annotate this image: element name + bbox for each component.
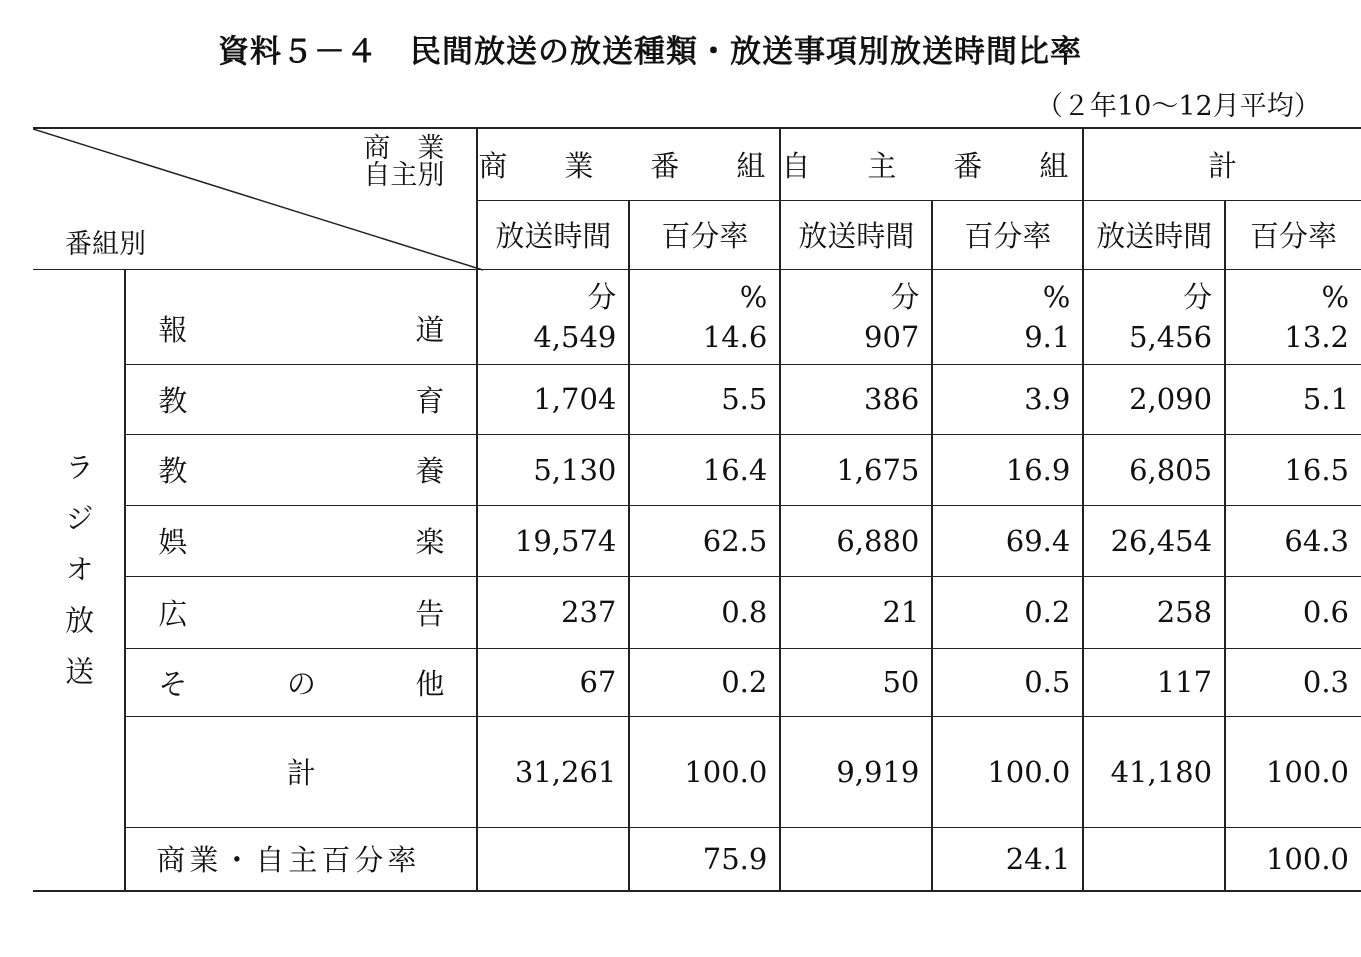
cell-value: 67: [477, 648, 629, 716]
cell-value: 50: [780, 648, 932, 716]
row-label-right: 道: [415, 313, 445, 347]
subheader-percent: 百分率: [629, 200, 780, 269]
cell: [629, 269, 780, 364]
cell-value: 9.1: [1024, 319, 1071, 354]
cell-value: 3.9: [932, 364, 1083, 434]
cell-value: 26,454: [1083, 505, 1225, 576]
corner-bottom-label: 番組別: [65, 228, 146, 260]
cell-value: 5.1: [1225, 364, 1361, 434]
cell: [477, 269, 629, 364]
subheader-percent: 百分率: [1225, 200, 1361, 269]
ratio-label: 商業・自主百分率: [125, 827, 477, 891]
total-value: 41,180: [1083, 716, 1225, 827]
cell-value: 0.2: [629, 648, 780, 716]
row-label-right: 他: [415, 666, 445, 701]
corner-top-line2: 自主別: [363, 160, 445, 191]
row-label-right: 楽: [415, 525, 445, 559]
ratio-value: 75.9: [629, 827, 780, 891]
row-label-left: 広: [158, 596, 188, 631]
cell-value: 69.4: [932, 505, 1083, 576]
unit-label: 分: [587, 279, 617, 314]
cell-value: 19,574: [477, 505, 629, 576]
side-label-radio: ラジオ放送: [33, 269, 125, 891]
row-label-left: 教: [158, 383, 188, 418]
cell-value: 1,675: [780, 434, 932, 505]
cell-value: 1,704: [477, 364, 629, 434]
row-label: [125, 434, 477, 505]
row-label: [125, 364, 477, 434]
row-label-mid: の: [286, 666, 316, 701]
cell-value: 907: [864, 319, 920, 354]
cell: [780, 269, 932, 364]
cell-value: 117: [1083, 648, 1225, 716]
ratio-value: [1083, 827, 1225, 891]
cell-value: 62.5: [629, 505, 780, 576]
cell-value: 0.3: [1225, 648, 1361, 716]
total-value: 100.0: [1225, 716, 1361, 827]
cell-value: 6,805: [1083, 434, 1225, 505]
cell: [1225, 269, 1361, 364]
row-label: [125, 269, 477, 364]
subheader-time: 放送時間: [477, 200, 629, 269]
cell-value: 237: [477, 576, 629, 648]
cell-value: 0.6: [1225, 576, 1361, 648]
cell-value: 16.4: [629, 434, 780, 505]
row-label-left: 娯: [158, 525, 188, 559]
row-label-right: 養: [415, 454, 445, 488]
unit-label: 分: [890, 279, 920, 314]
cell-value: 21: [780, 576, 932, 648]
row-label: [125, 576, 477, 648]
cell-value: 5,130: [477, 434, 629, 505]
cell-value: 6,880: [780, 505, 932, 576]
unit-label: 分: [1183, 279, 1213, 314]
cell-value: 0.8: [629, 576, 780, 648]
cell-value: 386: [780, 364, 932, 434]
cell-value: 14.6: [702, 319, 768, 354]
group-header-total: 計: [1083, 128, 1361, 200]
row-label-left: そ: [158, 666, 188, 701]
row-label-right: 告: [415, 596, 445, 631]
unit-label: %: [1042, 279, 1071, 314]
cell-value: 0.2: [932, 576, 1083, 648]
group-header-independent: 自 主 番 組: [780, 128, 1083, 200]
ratio-value: [477, 827, 629, 891]
total-value: 9,919: [780, 716, 932, 827]
cell-value: 16.9: [932, 434, 1083, 505]
total-value: 31,261: [477, 716, 629, 827]
cell-value: 13.2: [1284, 319, 1349, 354]
row-label-left: 報: [158, 313, 188, 347]
document-title: 資料５－４ 民間放送の放送種類・放送事項別放送時間比率: [218, 34, 1082, 70]
total-label: 計: [125, 716, 477, 827]
unit-label: %: [739, 279, 768, 314]
cell-value: 5.5: [629, 364, 780, 434]
corner-header: [33, 128, 477, 269]
subheader-percent: 百分率: [932, 200, 1083, 269]
cell: [932, 269, 1083, 364]
cell-value: 2,090: [1083, 364, 1225, 434]
group-header-commercial: 商 業 番 組: [477, 128, 780, 200]
corner-top-label: [363, 135, 444, 189]
broadcast-ratio-table: [33, 127, 1361, 892]
cell-value: 4,549: [533, 319, 617, 354]
subheader-time: 放送時間: [1083, 200, 1225, 269]
row-label-right: 育: [415, 383, 445, 418]
total-value: 100.0: [629, 716, 780, 827]
cell-value: 5,456: [1129, 319, 1213, 354]
cell: [1083, 269, 1225, 364]
ratio-value: [780, 827, 932, 891]
total-value: 100.0: [932, 716, 1083, 827]
cell-value: 258: [1083, 576, 1225, 648]
cell-value: 0.5: [932, 648, 1083, 716]
cell-value: 16.5: [1225, 434, 1361, 505]
ratio-value: 24.1: [932, 827, 1083, 891]
row-label: [125, 505, 477, 576]
row-label-left: 教: [158, 454, 188, 488]
unit-label: %: [1321, 279, 1349, 314]
ratio-value: 100.0: [1225, 827, 1361, 891]
corner-top-line1: 商 業: [363, 133, 445, 164]
row-label: [125, 648, 477, 716]
subheader-time: 放送時間: [780, 200, 932, 269]
cell-value: 64.3: [1225, 505, 1361, 576]
period-note: （２年10～12月平均）: [1036, 91, 1321, 122]
